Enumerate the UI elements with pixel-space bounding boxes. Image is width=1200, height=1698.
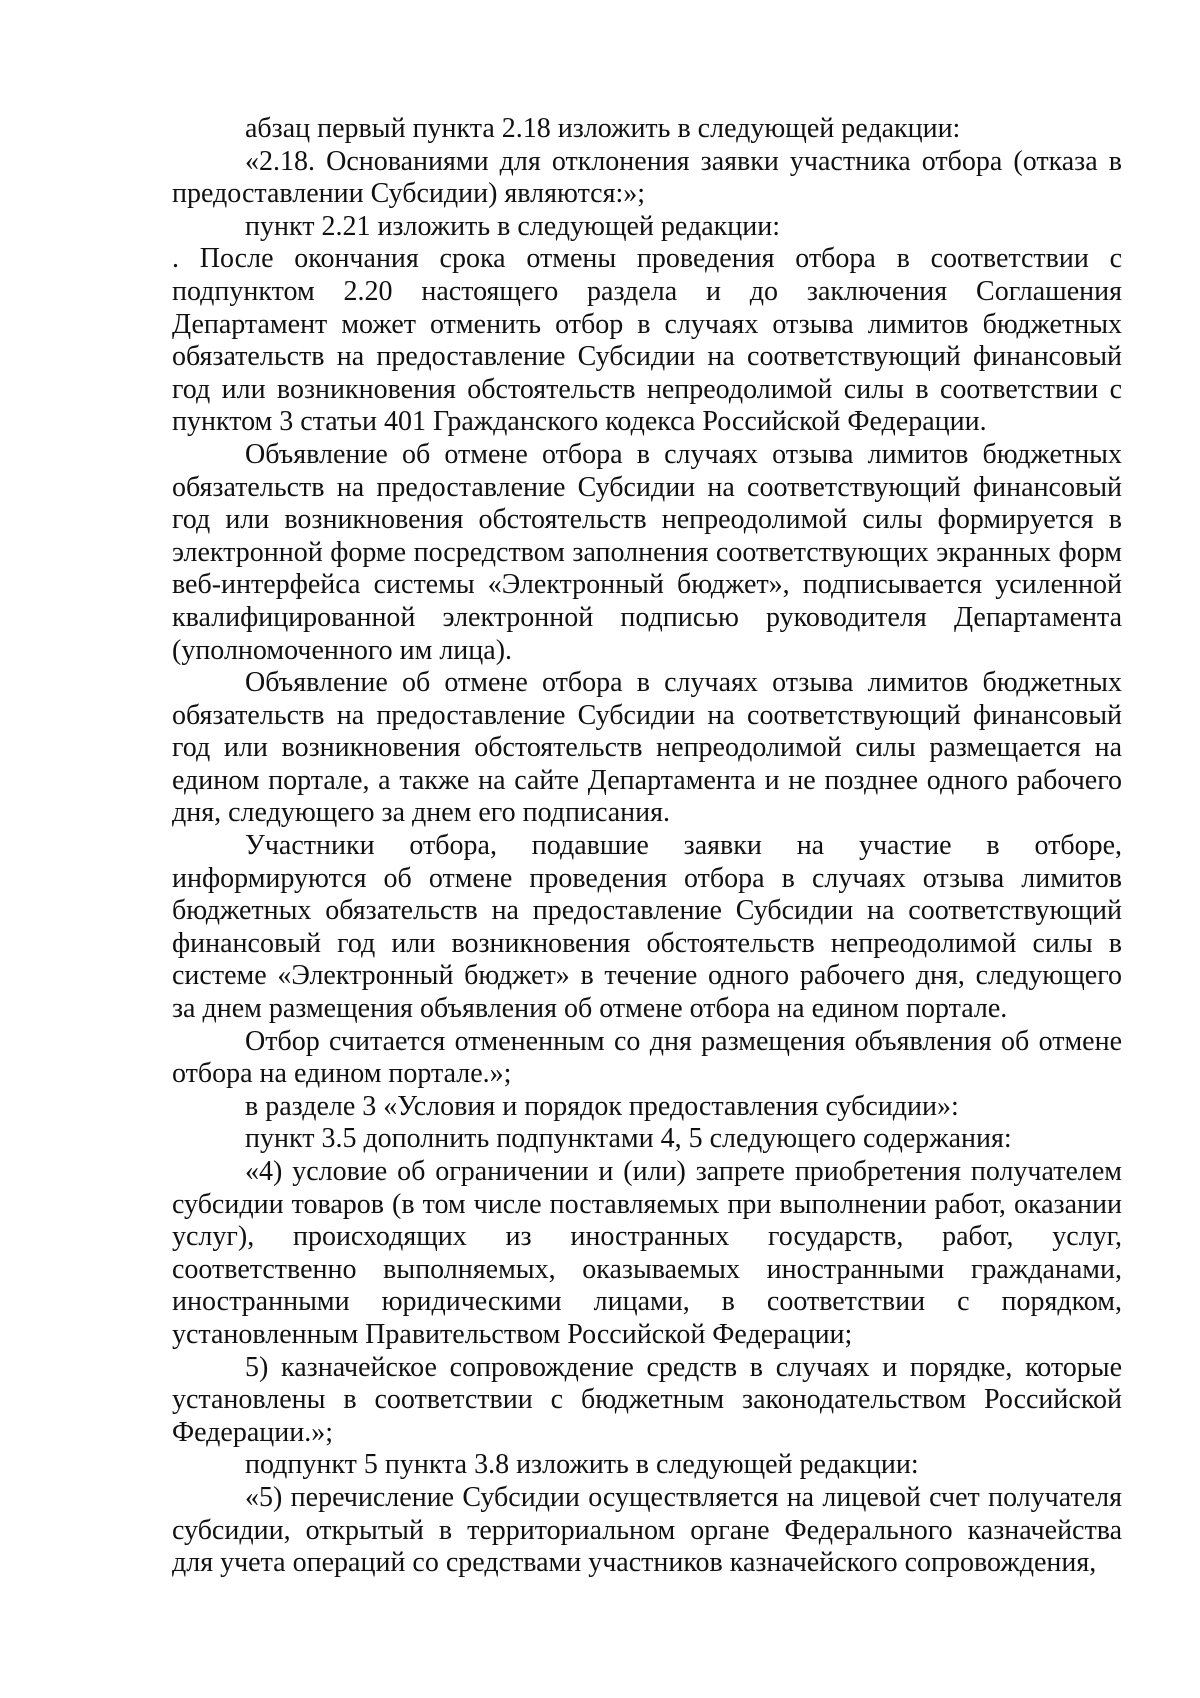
paragraph: Объявление об отмене отбора в случаях отзыва лимитов бюджетных обязательств на предоставление Субсидии на соответствующий финансовый год или возникновения обстоятельств непреодолимой силы формируется в электронной форме посредством заполнения соответствующих экранных форм веб-интерфейса системы «Электронный бюджет», подписывается усиленной квалифицированной электронной подписью руководителя Департамента (уполномоченного им лица). bbox=[172, 438, 1122, 666]
paragraph: «2.18. Основаниями для отклонения заявки участника отбора (отказа в предоставлении Субсидии) являются:»; bbox=[172, 145, 1122, 210]
paragraph: «4) условие об ограничении и (или) запрете приобретения получателем субсидии товаров (в том числе поставляемых при выполнении работ, оказании услуг), происходящих из иностранных государств, работ, услуг, соответственно выполняемых, оказываемых иностранными гражданами, иностранными юридическими лицами, в соответствии с порядком, установленным Правительством Российской Федерации; bbox=[172, 1156, 1122, 1350]
document-page bbox=[172, 113, 1122, 1580]
paragraph: абзац первый пункта 2.18 изложить в следующей редакции: bbox=[245, 113, 961, 144]
paragraph: . После окончания срока отмены проведения отбора в соответствии с подпунктом 2.20 настоящего раздела и до заключения Соглашения Департамент может отменить отбор в случаях отзыва лимитов бюджетных обязательств на предоставление Субсидии на соответствующий финансовый год или возникновения обстоятельств непреодолимой силы в соответствии с пунктом 3 статьи 401 Гражданского кодекса Российской Федерации. bbox=[172, 243, 1122, 438]
paragraph: 5) казначейское сопровождение средств в случаях и порядке, которые установлены в соответствии с бюджетным законодательством Российской Федерации.»; bbox=[172, 1351, 1122, 1448]
paragraph: Участники отбора, подавшие заявки на участие в отборе, информируются об отмене проведения отбора в случаях отзыва лимитов бюджетных обязательств на предоставление Субсидии на соответствующий финансовый год или возникновения обстоятельств непреодолимой силы в системе «Электронный бюджет» в течение одного рабочего дня, следующего за днем размещения объявления об отмене отбора на едином портале. bbox=[172, 830, 1122, 1025]
paragraph: «5) перечисление Субсидии осуществляется на лицевой счет получателя субсидии, открытый в территориальном органе Федерального казначейства для учета операций со средствами участников казначейского сопровождения, bbox=[172, 1481, 1122, 1579]
paragraph: в разделе 3 «Условия и порядок предоставления субсидии»: bbox=[245, 1090, 959, 1122]
paragraph: Отбор считается отмененным со дня размещения объявления об отмене отбора на едином портале.»; bbox=[172, 1025, 1122, 1090]
paragraph: пункт 2.21 изложить в следующей редакции: bbox=[245, 210, 780, 242]
paragraph: Объявление об отмене отбора в случаях отзыва лимитов бюджетных обязательств на предоставление Субсидии на соответствующий финансовый год или возникновения обстоятельств непреодолимой силы размещается на едином портале, а также на сайте Департамента и не позднее одного рабочего дня, следующего за днем его подписания. bbox=[172, 667, 1122, 829]
paragraph: подпункт 5 пункта 3.8 изложить в следующей редакции: bbox=[245, 1449, 919, 1481]
paragraph: пункт 3.5 дополнить подпунктами 4, 5 следующего содержания: bbox=[245, 1123, 1012, 1155]
